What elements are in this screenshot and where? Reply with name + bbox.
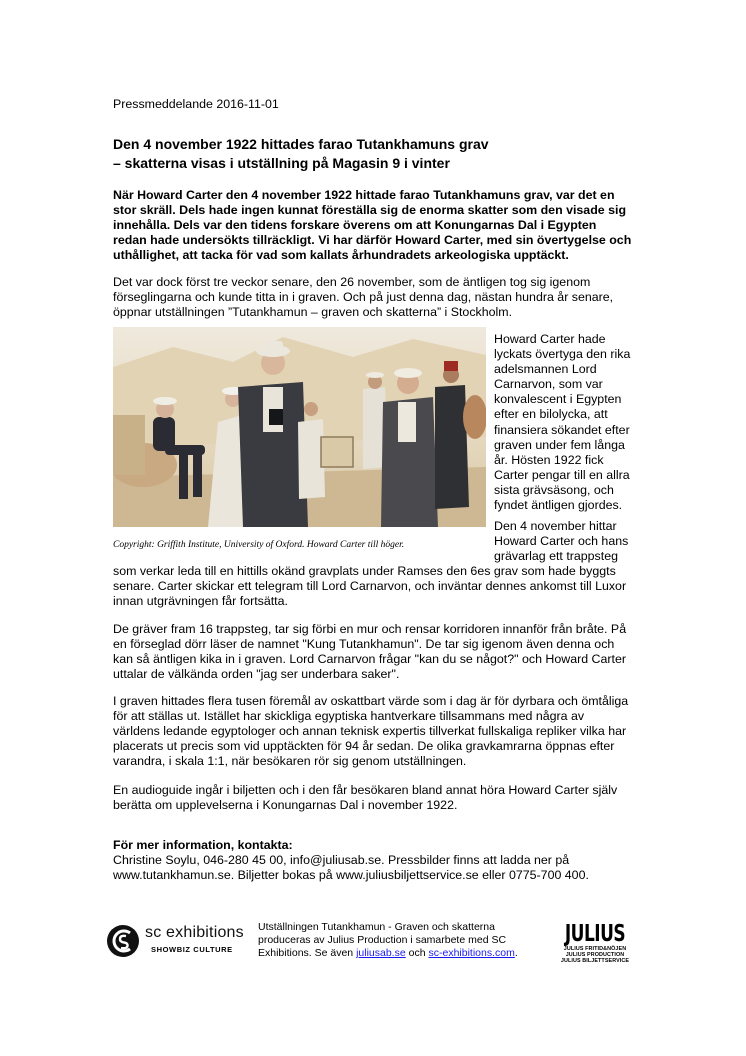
julius-logo-name: JULIUS [564,920,626,948]
side-paragraph-1: Howard Carter hade lyckats övertyga den rika adelsmannen Lord Carnarvon, som var konvalescent i Egypten efter en bilolycka, att finansiera sökandet efter graven under fem långa år. Hösten 1922 fick Carter pengar till en allra sista grävsäsong, och fyndet äntligen gjordes. [494,332,631,513]
paragraph-discovery: som verkar leda till en hittills okänd gravplats under Ramses den 6es grav som hade byggts senare. Carter skickar ett telegram till Lord Carnarvon, och inväntar dennes ankomst till Luxor innan utgrävningen får fortsätta. [113,564,627,608]
juliusab-link[interactable]: juliusab.se [356,947,406,959]
headline-line-2: – skatterna visas i utställning på Magasin 9 i vinter [113,155,450,171]
julius-logo-line-1: JULIUS FRITID&NÖJEN [563,946,627,952]
footer-text-end: . [514,947,518,959]
julius-logo-line-2: JULIUS PRODUCTION [565,952,625,959]
sc-exhibitions-logo [106,921,246,961]
paragraph-replicas: I graven hittades flera tusen föremål av oskattbart värde som i dag är för dyrbara och ömtåliga för att ställas ut. Istället har skickliga egyptiska hantverkare tillsammans med några av världens ledande egyptologer och annan teknisk expertis tillverkat fullskaliga repliker vilka har placerats ut precis som vid upptäckten för 94 år sedan. De olika gravkamrarna öppnas efter varandra, i skala 1:1, när besökaren rör sig genom utställningen. [113,694,629,768]
paragraph-audioguide: En audioguide ingår i biljetten och i den får besökaren bland annat höra Howard Carter själv berätta om upplevelserna i Konungarnas Dal i november 1922. [113,783,618,812]
paragraph-opening: Det var dock först tre veckor senare, den 26 november, som de äntligen tog sig igenom förseglingarna och kunde titta in i graven. Och på just denna dag, nästan hundra år senare, öppnar utställningen ”Tutankhamun – graven och skatterna” i Stockholm. [113,275,614,319]
footer-credits [258,921,550,960]
contact-heading: För mer information, kontakta: [113,838,293,852]
press-release-date: Pressmeddelande 2016-11-01 [113,97,279,111]
contact-text: Christine Soylu, 046-280 45 00, info@juliusab.se. Pressbilder finns att ladda ner på www.tutankhamun.se. Biljetter bokas på www.juliusbiljettservice.se eller 0775-700 400. [113,853,589,882]
sc-logo-mark-icon [106,924,140,958]
sc-logo-sub: SHOWBIZ CULTURE [151,945,233,954]
historical-photo [113,327,486,527]
lead-paragraph: När Howard Carter den 4 november 1922 hittade farao Tutankhamuns grav, var det en stor skräll. Dels hade ingen kunnat föreställa sig de enorma skatter som den visade sig innehålla. Dels var den tidens forskare överens om att Konungarnas Dal i Egypten redan hade undersökts tillräckligt. Vi har därför Howard Carter, med sin övertygelse och uthållighet, att tacka för vad som kallats århundradets arkeologiska upptäckt. [113,188,632,262]
footer-text-mid: och [408,947,426,959]
paragraph-steps: De gräver fram 16 trappsteg, tar sig förbi en mur och rensar korridoren innanför från bråte. På en förseglad dörr läser de namnet "Kung Tutankhamun". De tar sig igenom även denna och kan så äntligen kika in i graven. Lord Carnarvon frågar "kan du se något?" och Howard Carter uttalar de välkända orden "jag ser underbara saker". [113,622,627,681]
side-paragraph-2: Den 4 november hittar Howard Carter och hans grävarlag ett trappsteg [494,519,629,564]
julius-logo [559,922,631,966]
footer-text-before: Utställningen Tutankhamun - Graven och skatterna produceras av Julius Production i samarbete med SC Exhibitions. Se även [258,921,507,959]
sc-exhibitions-link[interactable]: sc-exhibitions.com [428,947,515,959]
headline-line-1: Den 4 november 1922 hittades farao Tutankhamuns grav [113,136,489,152]
photo-caption: Copyright: Griffith Institute, University of Oxford. Howard Carter till höger. [113,539,405,550]
sc-logo-name: sc exhibitions [145,924,244,941]
headline [113,135,633,173]
julius-logo-line-3: JULIUS BILJETTSERVICE [560,958,630,965]
contact-section [113,838,633,883]
